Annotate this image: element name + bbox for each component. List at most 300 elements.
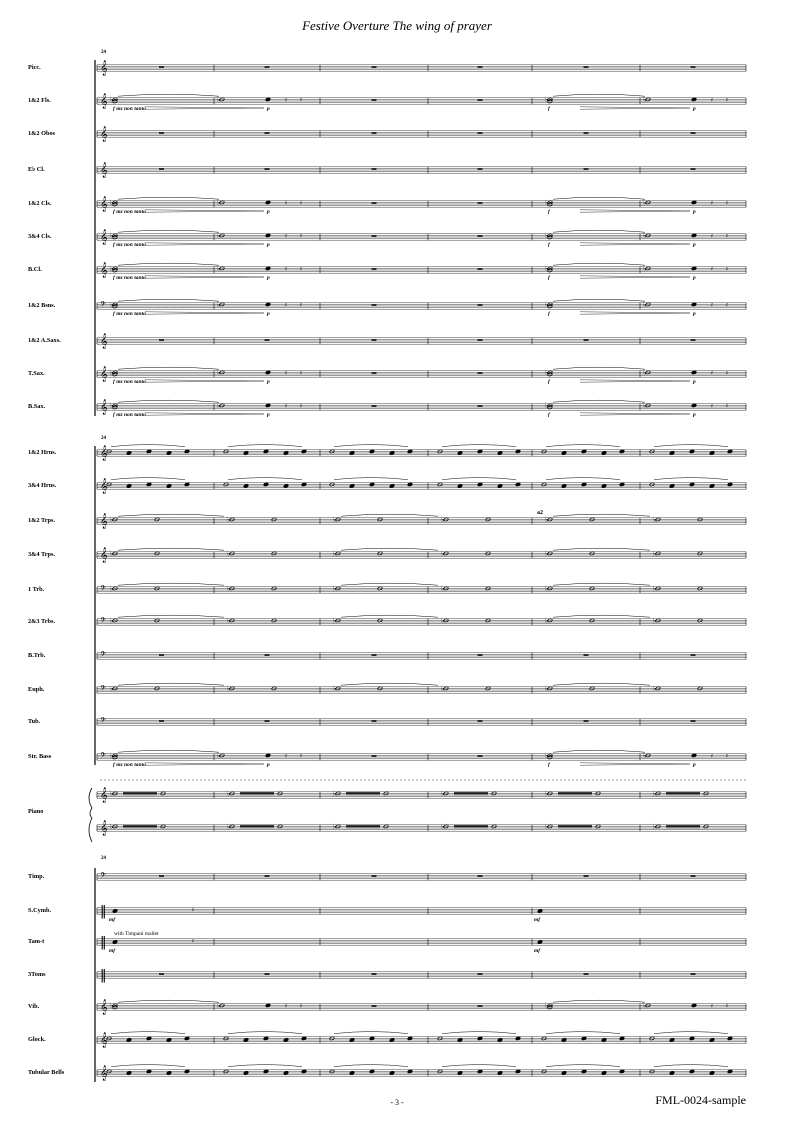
- whole-rest: [478, 1005, 483, 1006]
- flat-icon: ♭: [653, 616, 657, 625]
- whole-rest: [478, 720, 483, 721]
- rest-icon: 𝄽: [711, 1003, 713, 1010]
- slur: [553, 263, 645, 265]
- whole-rest: [372, 405, 377, 406]
- slur: [118, 230, 219, 232]
- hairpin: [145, 763, 264, 765]
- bass-clef-icon: 𝄢: [100, 752, 106, 762]
- dynamic-mark: p: [693, 106, 696, 112]
- slur: [118, 750, 219, 752]
- flat-icon: ♭: [545, 300, 549, 309]
- hairpin: [580, 413, 690, 415]
- dynamic-mark: mf: [534, 917, 541, 923]
- dynamic-mark: p: [693, 311, 696, 317]
- dynamic-mark: f mz non tanto: [113, 106, 146, 112]
- flat-icon: ♭: [217, 95, 221, 104]
- bass-clef-icon: 𝄢: [100, 872, 106, 882]
- whole-rest: [478, 168, 483, 169]
- dynamic-mark: p: [267, 412, 270, 418]
- a2-marking: a2: [537, 510, 543, 516]
- flat-icon: ♭: [545, 231, 549, 240]
- staff: [97, 61, 746, 76]
- rest-icon: 𝄽: [711, 97, 713, 104]
- slur: [111, 445, 185, 447]
- rest-icon: 𝄽: [300, 302, 302, 309]
- flat-icon: ♭: [653, 549, 657, 558]
- treble-clef-icon: 𝄞: [100, 127, 108, 142]
- flat-icon: ♭: [441, 584, 445, 593]
- rest-icon: 𝄽: [726, 753, 728, 760]
- slur: [442, 478, 516, 480]
- instrument-label: Tubular Bells: [28, 1069, 65, 1076]
- flat-icon: ♭: [227, 789, 231, 798]
- dynamic-mark: f: [548, 762, 550, 768]
- treble-clef-icon: 𝄞: [100, 1000, 108, 1015]
- slur: [228, 445, 302, 447]
- slur: [553, 400, 645, 402]
- whole-rest: [372, 99, 377, 100]
- slur: [118, 197, 219, 199]
- staff: [97, 904, 746, 923]
- staff: [97, 683, 746, 695]
- staff: [97, 94, 746, 112]
- hairpin: [580, 243, 690, 245]
- rest-icon: 𝄽: [300, 1003, 302, 1010]
- slur: [553, 1000, 645, 1002]
- hairpin: [145, 243, 264, 245]
- whole-rest: [372, 755, 377, 756]
- dynamic-mark: p: [693, 379, 696, 385]
- treble-clef-icon: 𝄞: [100, 367, 108, 382]
- flat-icon: ♭: [545, 401, 549, 410]
- instrument-label: Str. Bass: [28, 753, 52, 760]
- flat-icon: ♭: [333, 616, 337, 625]
- staff: [97, 367, 746, 385]
- slur: [334, 1032, 408, 1034]
- flat-icon: ♭: [333, 822, 337, 831]
- whole-rest: [372, 875, 377, 876]
- hairpin: [580, 763, 690, 765]
- dynamic-mark: p: [267, 762, 270, 768]
- slur: [553, 548, 650, 550]
- rest-icon: 𝄽: [726, 302, 728, 309]
- staff: [97, 871, 746, 882]
- instrument-label: Tam-t: [28, 938, 45, 945]
- bass-clef-icon: 𝄢: [100, 717, 106, 727]
- whole-rest: [265, 132, 270, 133]
- hairpin: [580, 210, 690, 212]
- whole-rest: [584, 973, 589, 974]
- flat-icon: ♭: [545, 264, 549, 273]
- dynamic-mark: mf: [109, 948, 116, 954]
- rest-icon: 𝄽: [300, 97, 302, 104]
- rest-icon: 𝄽: [285, 1003, 287, 1010]
- flat-icon: ♭: [441, 616, 445, 625]
- perc-clef-icon: ‖: [100, 935, 107, 950]
- flat-icon: ♭: [441, 822, 445, 831]
- whole-rest: [159, 973, 164, 974]
- whole-rest: [584, 875, 589, 876]
- rest-icon: 𝄽: [300, 200, 302, 207]
- score-title: Festive Overture The wing of prayer: [302, 18, 492, 33]
- slur: [341, 615, 438, 617]
- whole-rest: [372, 268, 377, 269]
- instrument-label: 1&2 Obos: [28, 130, 56, 137]
- slur: [654, 478, 728, 480]
- flat-icon: ♭: [110, 789, 114, 798]
- slur: [553, 367, 645, 369]
- slur: [118, 94, 219, 96]
- flat-icon: ♭: [110, 231, 114, 240]
- whole-rest: [584, 654, 589, 655]
- whole-rest: [691, 875, 696, 876]
- whole-rest: [478, 66, 483, 67]
- whole-rest: [372, 132, 377, 133]
- whole-rest: [691, 132, 696, 133]
- slur: [118, 1000, 219, 1002]
- treble-clef-icon: 𝄞: [100, 479, 108, 494]
- dynamic-mark: f mz non tanto: [113, 275, 146, 281]
- rest-icon: 𝄽: [726, 233, 728, 240]
- bass-clef-icon: 𝄢: [100, 585, 106, 595]
- whole-rest: [372, 1005, 377, 1006]
- instrument-label: Timp.: [28, 873, 45, 880]
- measure-number: 24: [101, 856, 106, 861]
- flat-icon: ♭: [643, 198, 647, 207]
- slur: [553, 299, 645, 301]
- treble-clef-icon: 𝄞: [100, 94, 108, 109]
- slur: [118, 263, 219, 265]
- whole-rest: [265, 66, 270, 67]
- whole-rest: [691, 720, 696, 721]
- dynamic-mark: mf: [109, 917, 116, 923]
- bass-clef-icon: 𝄢: [100, 301, 106, 311]
- flat-icon: ♭: [333, 789, 337, 798]
- flat-icon: ♭: [110, 515, 114, 524]
- rest-icon: 𝄽: [285, 266, 287, 273]
- flat-icon: ♭: [545, 822, 549, 831]
- flat-icon: ♭: [110, 1001, 114, 1010]
- flat-icon: ♭: [110, 198, 114, 207]
- page-number: - 3 -: [390, 1098, 404, 1107]
- flat-icon: ♭: [217, 300, 221, 309]
- instrument-label: Tub.: [28, 718, 41, 725]
- flat-icon: ♭: [110, 401, 114, 410]
- slur: [341, 583, 438, 585]
- flat-icon: ♭: [545, 549, 549, 558]
- dynamic-mark: p: [267, 275, 270, 281]
- whole-rest: [159, 132, 164, 133]
- dynamic-mark: p: [267, 106, 270, 112]
- staff: [97, 127, 746, 142]
- slur: [546, 478, 620, 480]
- slur: [553, 514, 650, 516]
- whole-rest: [584, 66, 589, 67]
- treble-clef-icon: 𝄞: [100, 788, 108, 803]
- perc-clef-icon: ‖: [100, 968, 107, 983]
- dynamic-mark: f: [548, 209, 550, 215]
- whole-rest: [372, 235, 377, 236]
- flat-icon: ♭: [227, 822, 231, 831]
- whole-rest: [691, 973, 696, 974]
- staff: [97, 716, 746, 727]
- dynamic-mark: p: [267, 242, 270, 248]
- dynamic-mark: f mz non tanto: [113, 209, 146, 215]
- instrument-label: 1&2 Hrns.: [28, 449, 57, 456]
- slur: [553, 197, 645, 199]
- instrument-label: 1&2 Trps.: [28, 517, 56, 524]
- rest-icon: 𝄽: [711, 403, 713, 410]
- whole-rest: [478, 875, 483, 876]
- hairpin: [145, 107, 264, 109]
- whole-rest: [478, 755, 483, 756]
- slur: [118, 548, 224, 550]
- staff: [97, 230, 746, 248]
- dynamic-mark: f mz non tanto: [113, 762, 146, 768]
- flat-icon: ♭: [333, 549, 337, 558]
- staff: [97, 650, 746, 661]
- staff: [97, 334, 746, 349]
- whole-rest: [372, 720, 377, 721]
- flat-icon: ♭: [653, 789, 657, 798]
- flat-icon: ♭: [217, 368, 221, 377]
- flat-icon: ♭: [441, 684, 445, 693]
- rest-icon: 𝄽: [711, 266, 713, 273]
- flat-icon: ♭: [441, 789, 445, 798]
- flat-icon: ♭: [110, 616, 114, 625]
- instrument-label: 2&3 Trbs.: [28, 618, 56, 625]
- flat-icon: ♭: [545, 616, 549, 625]
- slur: [553, 583, 650, 585]
- whole-rest: [265, 973, 270, 974]
- piano-brace: [89, 788, 92, 842]
- whole-rest: [691, 654, 696, 655]
- slur: [111, 1065, 185, 1067]
- treble-clef-icon: 𝄞: [100, 263, 108, 278]
- dynamic-mark: f: [548, 379, 550, 385]
- flat-icon: ♭: [110, 751, 114, 760]
- piano-bass-staff: [97, 821, 746, 836]
- slur: [118, 683, 224, 685]
- hairpin: [145, 380, 264, 382]
- slur: [553, 615, 650, 617]
- staff: [97, 1032, 746, 1048]
- flat-icon: ♭: [110, 300, 114, 309]
- bass-clef-icon: 𝄢: [100, 685, 106, 695]
- flat-icon: ♭: [545, 515, 549, 524]
- bass-clef-icon: 𝄢: [100, 617, 106, 627]
- rest-icon: 𝄽: [726, 200, 728, 207]
- staff: [97, 583, 746, 595]
- dynamic-mark: p: [693, 209, 696, 215]
- instrument-label: 3&4 Hrns.: [28, 482, 57, 489]
- slur: [118, 400, 219, 402]
- instrument-label: S.Cymb.: [28, 907, 52, 914]
- whole-rest: [372, 339, 377, 340]
- hairpin: [580, 276, 690, 278]
- flat-icon: ♭: [227, 515, 231, 524]
- flat-icon: ♭: [545, 789, 549, 798]
- slur: [654, 1032, 728, 1034]
- whole-rest: [265, 875, 270, 876]
- instrument-label: Picc.: [28, 64, 41, 71]
- whole-rest: [584, 720, 589, 721]
- whole-rest: [372, 202, 377, 203]
- flat-icon: ♭: [545, 1001, 549, 1010]
- slur: [334, 1065, 408, 1067]
- flat-icon: ♭: [545, 584, 549, 593]
- treble-clef-icon: 𝄞: [100, 230, 108, 245]
- flat-icon: ♭: [217, 198, 221, 207]
- slur: [334, 478, 408, 480]
- flat-icon: ♭: [643, 751, 647, 760]
- dynamic-mark: p: [267, 311, 270, 317]
- rest-icon: 𝄽: [726, 266, 728, 273]
- slur: [111, 1032, 185, 1034]
- slur: [442, 445, 516, 447]
- whole-rest: [372, 654, 377, 655]
- flat-icon: ♭: [217, 231, 221, 240]
- slur: [654, 1065, 728, 1067]
- dynamic-mark: p: [693, 412, 696, 418]
- slur: [546, 1032, 620, 1034]
- dynamic-mark: p: [693, 762, 696, 768]
- slur: [341, 514, 438, 516]
- slur: [341, 683, 438, 685]
- rest-icon: 𝄽: [192, 907, 194, 914]
- rest-icon: 𝄽: [726, 97, 728, 104]
- staff: [97, 163, 746, 178]
- dynamic-mark: f: [548, 242, 550, 248]
- staff: [97, 935, 746, 954]
- slur: [118, 367, 219, 369]
- flat-icon: ♭: [333, 584, 337, 593]
- measure-number: 24: [101, 50, 106, 55]
- slur: [442, 1065, 516, 1067]
- flat-icon: ♭: [110, 684, 114, 693]
- flat-icon: ♭: [643, 401, 647, 410]
- rest-icon: 𝄽: [285, 403, 287, 410]
- whole-rest: [691, 168, 696, 169]
- instrument-label: E♭ Cl.: [28, 166, 45, 173]
- perc-clef-icon: ‖: [100, 904, 107, 919]
- flat-icon: ♭: [545, 198, 549, 207]
- dynamic-mark: f: [548, 412, 550, 418]
- instrument-label: T.Sax.: [28, 370, 45, 377]
- rest-icon: 𝄽: [285, 200, 287, 207]
- flat-icon: ♭: [110, 368, 114, 377]
- staff: [97, 548, 746, 563]
- whole-rest: [372, 304, 377, 305]
- flat-icon: ♭: [110, 549, 114, 558]
- rest-icon: 𝄽: [300, 233, 302, 240]
- flat-icon: ♭: [217, 1001, 221, 1010]
- dynamic-mark: mf: [534, 948, 541, 954]
- flat-icon: ♭: [110, 584, 114, 593]
- staff: [97, 750, 746, 768]
- flat-icon: ♭: [643, 95, 647, 104]
- flat-icon: ♭: [227, 584, 231, 593]
- hairpin: [580, 107, 690, 109]
- flat-icon: ♭: [227, 549, 231, 558]
- flat-icon: ♭: [217, 401, 221, 410]
- whole-rest: [372, 973, 377, 974]
- piano-treble-staff: [97, 788, 746, 803]
- slur: [118, 514, 224, 516]
- treble-clef-icon: 𝄞: [100, 1066, 108, 1081]
- slur: [334, 445, 408, 447]
- dynamic-mark: p: [267, 209, 270, 215]
- whole-rest: [478, 99, 483, 100]
- treble-clef-icon: 𝄞: [100, 446, 108, 461]
- whole-rest: [159, 168, 164, 169]
- rest-icon: 𝄽: [711, 370, 713, 377]
- whole-rest: [584, 168, 589, 169]
- rest-icon: 𝄽: [711, 753, 713, 760]
- flat-icon: ♭: [545, 684, 549, 693]
- flat-icon: ♭: [333, 684, 337, 693]
- rest-icon: 𝄽: [285, 97, 287, 104]
- flat-icon: ♭: [227, 684, 231, 693]
- flat-icon: ♭: [217, 264, 221, 273]
- staff: [97, 1065, 746, 1081]
- whole-rest: [159, 875, 164, 876]
- treble-clef-icon: 𝄞: [100, 334, 108, 349]
- instrument-label: 1 Trb.: [28, 586, 45, 593]
- rest-icon: 𝄽: [300, 403, 302, 410]
- whole-rest: [478, 202, 483, 203]
- timpanist-note: with Timpani mallet: [114, 931, 159, 937]
- dynamic-mark: f: [548, 275, 550, 281]
- staff: [97, 514, 746, 529]
- flat-icon: ♭: [110, 95, 114, 104]
- instrument-label: Glock.: [28, 1036, 46, 1043]
- flat-icon: ♭: [545, 95, 549, 104]
- slur: [553, 230, 645, 232]
- dynamic-mark: f mz non tanto: [113, 311, 146, 317]
- slur: [118, 615, 224, 617]
- flat-icon: ♭: [333, 515, 337, 524]
- flat-icon: ♭: [643, 300, 647, 309]
- whole-rest: [478, 372, 483, 373]
- flat-icon: ♭: [653, 822, 657, 831]
- whole-rest: [691, 339, 696, 340]
- slur: [118, 299, 219, 301]
- flat-icon: ♭: [110, 264, 114, 273]
- hairpin: [580, 312, 690, 314]
- document-id: FML-0024-sample: [655, 1093, 746, 1107]
- treble-clef-icon: 𝄞: [100, 61, 108, 76]
- flat-icon: ♭: [227, 616, 231, 625]
- rest-icon: 𝄽: [300, 266, 302, 273]
- whole-rest: [372, 372, 377, 373]
- staff: [97, 478, 746, 494]
- instrument-label: 1&2 A.Saxs.: [28, 337, 61, 344]
- flat-icon: ♭: [643, 264, 647, 273]
- slur: [654, 445, 728, 447]
- rest-icon: 𝄽: [285, 753, 287, 760]
- dynamic-mark: f mz non tanto: [113, 242, 146, 248]
- staff: [97, 197, 746, 215]
- whole-rest: [478, 235, 483, 236]
- slur: [442, 1032, 516, 1034]
- instrument-label: 1&2 Fls.: [28, 97, 51, 104]
- dynamic-mark: p: [693, 242, 696, 248]
- dynamic-mark: p: [267, 379, 270, 385]
- treble-clef-icon: 𝄞: [100, 514, 108, 529]
- rest-icon: 𝄽: [300, 370, 302, 377]
- whole-rest: [478, 405, 483, 406]
